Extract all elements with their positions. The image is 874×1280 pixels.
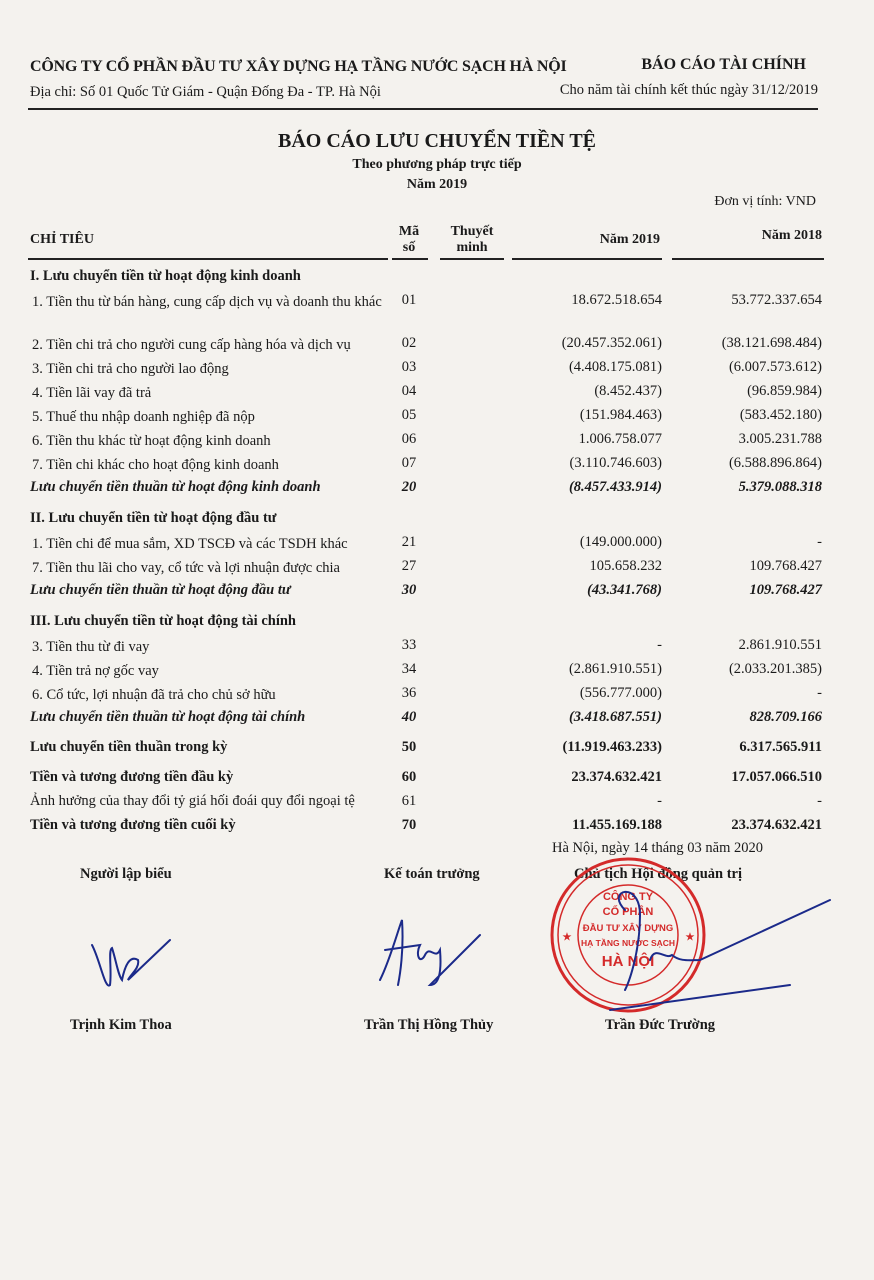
value-2018: - [817,534,822,550]
value-2018: 17.057.066.510 [731,769,822,785]
accountant-role: Kế toán trưởng [384,866,480,882]
row-code: 05 [401,407,417,423]
chairman-name: Trần Đức Trường [605,1017,716,1033]
row-label: III. Lưu chuyển tiền từ hoạt động tài chính [30,613,296,629]
value-2018: (2.033.201.385) [728,661,822,677]
value-2018: (583.452.180) [739,407,822,423]
value-2019: 105.658.232 [589,558,662,574]
row-code: 01 [401,292,417,308]
company-name: CÔNG TY CỔ PHẦN ĐẦU TƯ XÂY DỰNG HẠ TẦNG NƯỚC SẠCH HÀ NỘI [30,58,567,75]
report-year: Năm 2019 [406,177,468,192]
row-label: 3. Tiền thu từ đi vay [32,639,150,655]
row-label: 4. Tiền lãi vay đã trả [32,385,152,401]
value-2018: (6.007.573.612) [728,359,822,375]
row-label: Lưu chuyển tiền thuần trong kỳ [30,739,228,755]
value-2019: (43.341.768) [587,582,662,598]
value-2018: (38.121.698.484) [721,335,822,351]
note-header-line1: Thuyết [450,224,494,239]
svg-text:HÀ NỘI: HÀ NỘI [601,953,655,970]
row-label: Tiền và tương đương tiền đầu kỳ [30,769,234,785]
row-code: 21 [401,534,417,550]
row-label: Lưu chuyển tiền thuần từ hoạt động đầu tư [30,582,291,598]
svg-text:CÔNG TY: CÔNG TY [602,891,654,903]
value-2018: - [817,685,822,701]
row-label: II. Lưu chuyển tiền từ hoạt động đầu tư [30,510,277,526]
row-label: Lưu chuyển tiền thuần từ hoạt động kinh doanh [30,479,321,495]
row-label: Tiền và tương đương tiền cuối kỳ [30,817,236,833]
row-label: 5. Thuế thu nhập doanh nghiệp đã nộp [32,409,255,425]
value-2019: (3.418.687.551) [568,709,662,725]
column-header-2018: Năm 2018 [761,228,822,243]
value-2018: 109.768.427 [749,582,822,598]
value-2018: 53.772.337.654 [731,292,822,308]
preparer-role: Người lập biểu [80,866,172,882]
reporting-period: Cho năm tài chính kết thúc ngày 31/12/2019 [559,82,818,98]
value-2018: 6.317.565.911 [739,739,822,755]
row-label: 4. Tiền trả nợ gốc vay [32,663,159,679]
value-2019: (2.861.910.551) [568,661,662,677]
row-code: 36 [401,685,417,701]
value-2019: (20.457.352.061) [561,335,662,351]
value-2018: - [817,793,822,809]
report-subtitle: Theo phương pháp trực tiếp [352,157,522,172]
row-label: 2. Tiền chi trả cho người cung cấp hàng hóa và dịch vụ [32,337,351,353]
svg-text:HẠ TẦNG NƯỚC SẠCH: HẠ TẦNG NƯỚC SẠCH [580,938,676,948]
svg-text:CỔ PHẦN: CỔ PHẦN [602,906,654,918]
value-2019: (149.000.000) [579,534,662,550]
value-2019: 18.672.518.654 [571,292,662,308]
svg-text:★: ★ [685,932,695,943]
row-code: 02 [401,335,417,351]
row-label: Ảnh hưởng của thay đổi tỷ giá hối đoái quy đổi ngoại tệ [30,793,355,809]
row-code: 04 [401,383,417,399]
accountant-signature [380,920,480,985]
svg-text:ĐẦU TƯ XÂY DỰNG: ĐẦU TƯ XÂY DỰNG [582,923,674,934]
value-2018: 3.005.231.788 [738,431,822,447]
row-label: 3. Tiền chi trả cho người lao động [32,361,229,377]
value-2019: - [657,793,662,809]
row-code: 27 [401,558,417,574]
row-label: 1. Tiền chi để mua sắm, XD TSCĐ và các TSDH khác [32,536,348,552]
value-2019: (8.457.433.914) [568,479,662,495]
chairman-role: Chủ tịch Hội đồng quản trị [574,866,743,882]
value-2019: (11.919.463.233) [562,739,662,755]
column-header-label: CHỈ TIÊU [30,232,94,247]
value-2018: 109.768.427 [749,558,822,574]
row-code: 07 [401,455,417,471]
svg-text:★: ★ [562,932,572,943]
value-2018: 2.861.910.551 [738,637,822,653]
accountant-name: Trần Thị Hồng Thủy [364,1017,494,1033]
note-header-line2: minh [456,240,488,255]
row-code: 60 [401,769,417,785]
value-2019: (8.452.437) [594,383,662,399]
value-2019: (4.408.175.081) [568,359,662,375]
row-label: I. Lưu chuyển tiền từ hoạt động kinh doanh [30,268,301,284]
company-stamp [552,859,704,1011]
value-2019: (556.777.000) [579,685,662,701]
value-2019: 11.455.169.188 [572,817,662,833]
row-label: 6. Tiền thu khác từ hoạt động kinh doanh [32,433,271,449]
value-2018: 5.379.088.318 [738,479,822,495]
code-header-line1: Mã [398,224,420,239]
row-code: 34 [401,661,417,677]
row-code: 40 [401,709,417,725]
row-code: 03 [401,359,417,375]
value-2018: (96.859.984) [747,383,822,399]
preparer-signature [92,940,170,986]
value-2018: 828.709.166 [749,709,822,725]
value-2019: - [657,637,662,653]
company-address: Địa chỉ: Số 01 Quốc Tử Giám - Quận Đống Đa - TP. Hà Nội [30,84,381,100]
row-label: 7. Tiền thu lãi cho vay, cổ tức và lợi nhuận được chia [32,560,340,576]
preparer-name: Trịnh Kim Thoa [70,1017,172,1033]
value-2018: (6.588.896.864) [728,455,822,471]
row-code: 50 [401,739,417,755]
row-code: 20 [401,479,417,495]
value-2018: 23.374.632.421 [731,817,822,833]
value-2019: 23.374.632.421 [571,769,662,785]
row-code: 61 [401,793,417,809]
row-code: 70 [401,817,417,833]
report-type: BÁO CÁO TÀI CHÍNH [641,56,806,73]
column-header-2019: Năm 2019 [599,232,660,247]
row-label: Lưu chuyển tiền thuần từ hoạt động tài chính [30,709,306,725]
row-code: 33 [401,637,417,653]
value-2019: (3.110.746.603) [569,455,662,471]
currency-unit: Đơn vị tính: VND [714,194,816,209]
row-code: 06 [401,431,417,447]
code-header-line2: số [402,240,416,255]
value-2019: 1.006.758.077 [578,431,662,447]
value-2019: (151.984.463) [579,407,662,423]
row-label: 6. Cổ tức, lợi nhuận đã trả cho chủ sở hữu [32,687,276,703]
row-label: 1. Tiền thu từ bán hàng, cung cấp dịch vụ và doanh thu khác [32,294,382,310]
handwritten-signatures [92,892,830,1010]
row-code: 30 [401,582,417,598]
report-title: BÁO CÁO LƯU CHUYỂN TIỀN TỆ [277,130,597,152]
place-date: Hà Nội, ngày 14 tháng 03 năm 2020 [552,840,764,856]
row-label: 7. Tiền chi khác cho hoạt động kinh doanh [32,457,279,473]
